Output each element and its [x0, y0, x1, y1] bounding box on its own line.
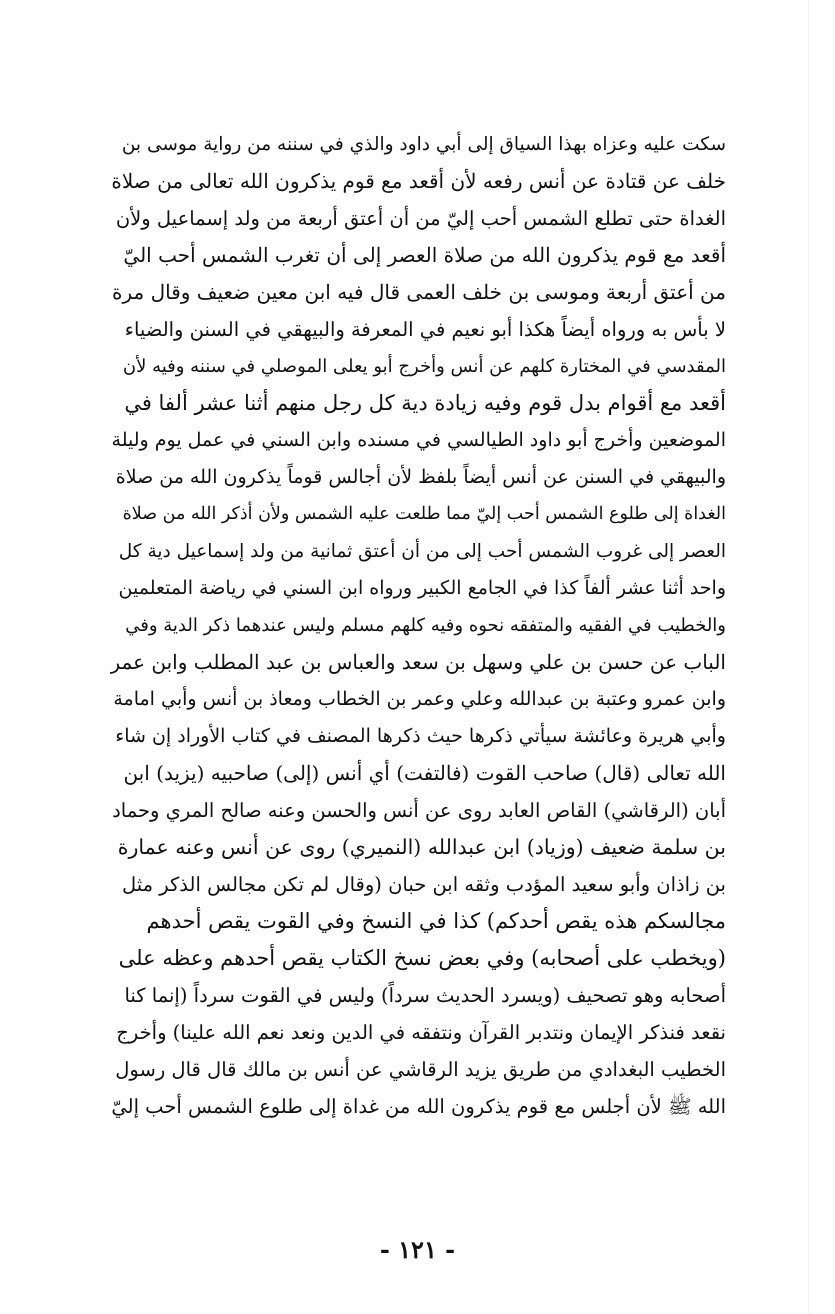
text-line: الله تعالى (قال) صاحب القوت (فالتفت) أي أنس (إلى) صاحبيه (يزيد) ابن: [123, 761, 726, 785]
text-line: (ويخطب على أصحابه) وفي بعض نسخ الكتاب يقص أحدهم وعظه على: [118, 946, 726, 970]
text-line: أقعد مع قوم يذكرون الله من صلاة العصر إلى أن تغرب الشمس أحب اليّ: [123, 243, 726, 267]
text-line: بن سلمة ضعيف (وزياد) ابن عبدالله (النميري) روى عن أنس وعنه عمارة: [117, 835, 726, 859]
text-line: نقعد فنذكر الإيمان ونتدبر القرآن ونتفقه في الدين ونعد نعم الله علينا) وأخرج: [116, 1021, 726, 1044]
text-line: لا بأس به ورواه أيضاً هكذا أبو نعيم في المعرفة والبيهقي في السنن والضياء: [124, 318, 726, 341]
text-line: والبيهقي في السنن عن أنس أيضاً بلفظ لأن أجالس قوماً يذكرون الله من صلاة: [115, 466, 726, 488]
text-line: الباب عن حسن بن علي وسهل بن سعد والعباس بن عبد المطلب وابن عمر: [110, 650, 726, 674]
text-line: وأبي هريرة وعائشة سيأتي ذكرها حيث ذكرها المصنف في كتاب الأوراد إن شاء: [115, 725, 726, 747]
text-line: الغداة حتى تطلع الشمس أحب إليّ من أن أعتق أربعة من ولد إسماعيل ولأن: [115, 207, 726, 230]
text-line: المقدسي في المختارة كلهم عن أنس وأخرج أبو يعلى الموصلي في سننه وفيه لأن: [122, 356, 726, 377]
text-line: الغداة إلى طلوع الشمس أحب إليّ مما طلعت عليه الشمس ولأن أذكر الله من صلاة: [122, 504, 726, 524]
text-line: الله ﷺ لأن أجلس مع قوم يذكرون الله من غداة إلى طلوع الشمس أحب إليّ: [111, 1095, 726, 1118]
page-number: - ١٢١ -: [379, 1235, 456, 1264]
text-line: وابن عمرو وعتبة بن عبدالله وعلي وعمر بن الخطاب ومعاذ بن أنس وأبي امامة: [113, 688, 726, 710]
text-line: العصر إلى غروب الشمس أحب إلى من أن أعتق ثمانية من ولد إسماعيل دية كل: [118, 541, 726, 562]
text-line: أصحابه وهو تصحيف (ويسرد الحديث سرداً) وليس في القوت سرداً (إنما كنا: [124, 984, 726, 1007]
page-edge-line: [808, 0, 809, 1314]
text-line: سكت عليه وعزاه بهذا السياق إلى أبي داود والذي في سننه من رواية موسى بن: [121, 134, 726, 155]
text-line: من أعتق أربعة وموسى بن خلف العمى قال فيه ابن معين ضعيف وقال مرة: [112, 280, 726, 304]
text-line: أقعد مع أقوام بدل قوم وفيه زيادة دية كل رجل منهم أثنا عشر ألفا في: [124, 391, 726, 415]
text-line: بن زاذان وأبو سعيد المؤدب وثقه ابن حبان (وقال لم تكن مجالس الذكر مثل: [121, 873, 726, 896]
text-line: مجالسكم هذه يقص أحدكم) كذا في النسخ وفي القوت يقص أحدهم: [146, 909, 726, 933]
text-line: أبان (الرقاشي) القاص العابد روى عن أنس والحسن وعنه صالح المري وحماد: [112, 799, 726, 822]
text-line: الموضعين وأخرج أبو داود الطيالسي في مسنده وابن السني في عمل يوم وليلة: [111, 429, 726, 451]
text-line: خلف عن قتادة عن أنس رفعه لأن أقعد مع قوم يذكرون الله تعالى من صلاة: [111, 169, 726, 193]
text-line: واحد أثنا عشر ألفاً كذا في الجامع الكبير ورواه ابن السني في رياضة المتعلمين: [118, 577, 726, 599]
text-line: والخطيب في الفقيه والمتفقه نحوه وفيه كلهم مسلم وليس عندهما ذكر الدية وفي: [125, 615, 726, 636]
body-text: [110, 126, 726, 1125]
text-line: الخطيب البغدادي من طريق يزيد الرقاشي عن أنس بن مالك قال قال رسول: [115, 1058, 726, 1081]
